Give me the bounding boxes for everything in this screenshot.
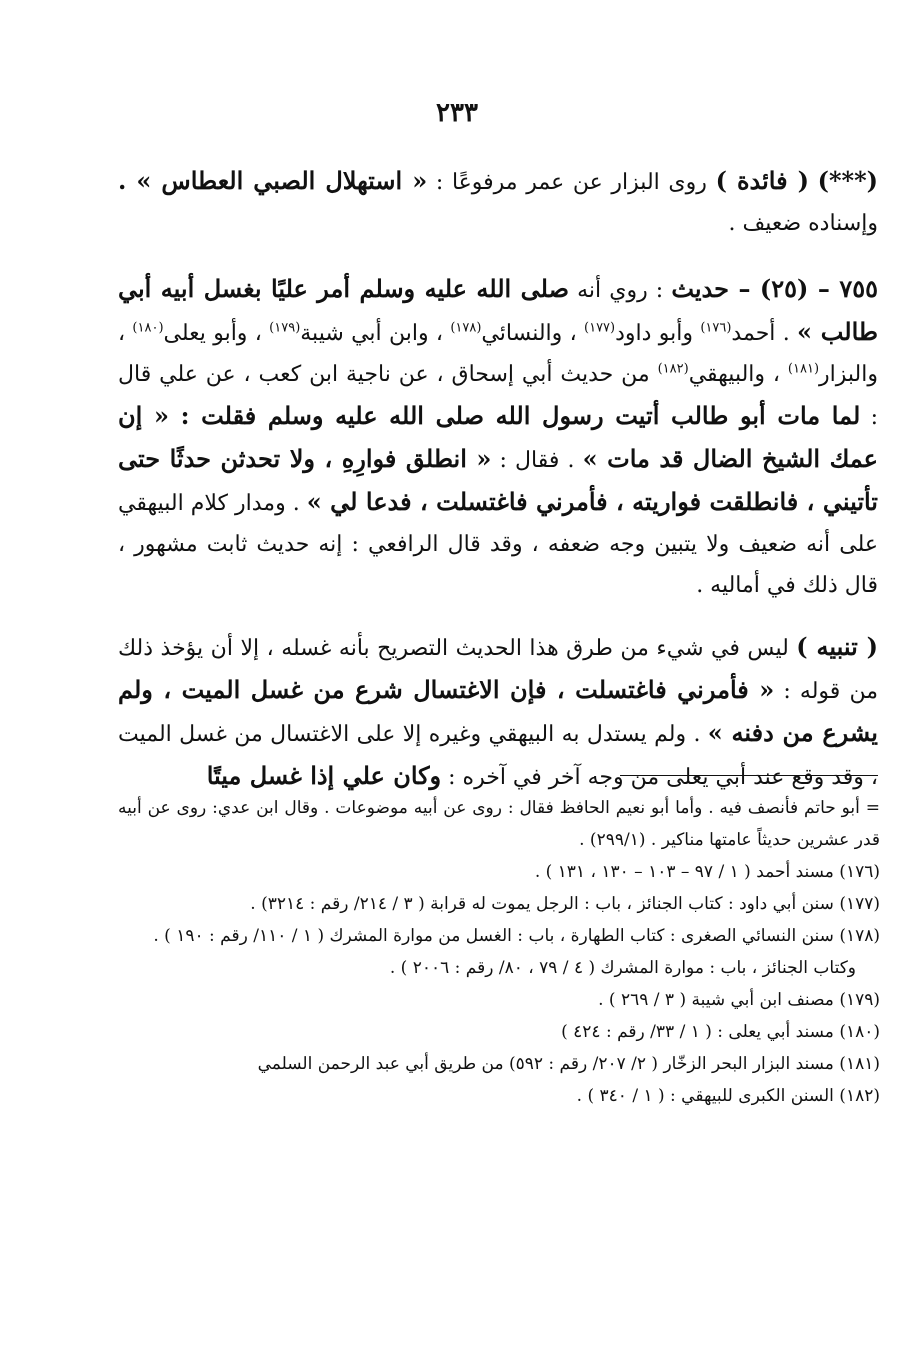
faida-marker: (***) — [817, 166, 879, 195]
tanbih-quote-1: « فأمرني فاغتسلت ، فإن الاغتسال شرع من غسل الميت ، ولم يشرع من دفنه » — [118, 675, 878, 747]
ref-181: (١٨١) — [787, 361, 820, 377]
tanbih-quote-2: وكان علي إذا غسل ميتًا — [206, 761, 442, 790]
hadith-text: من حديث أبي إسحاق ، عن ناجية ابن كعب ، عن علي قال : — [118, 362, 878, 430]
hadith-text: . فقال : — [491, 448, 583, 473]
main-text — [118, 160, 878, 798]
footnotes — [118, 792, 880, 1112]
faida-text-2: وإسناده ضعيف . — [728, 211, 878, 236]
hadith-text: ، والنسائي — [481, 321, 585, 346]
hadith-text: . ومدار كلام البيهقي على أنه ضعيف ولا يتبين وجه ضعفه ، وقد قال الرافعي : إنه حديث ثابت مشهور ، قال ذلك في أماليه . — [118, 491, 878, 598]
tanbih-text: . ولم يستدل به البيهقي وغيره إلا على الاغتسال من غسل الميت ، وقد وقع عند أبي يعلى من وجه آخر في آخره : — [118, 722, 878, 790]
hadith-paragraph — [118, 268, 878, 606]
footnote-181: (١٨١) مسند البزار البحر الزخّار ( ٢/ ٢٠٧/ رقم : ٥٩٢) من طريق أبي عبد الرحمن السلمي — [257, 1054, 880, 1074]
faida-text: روى البزار عن عمر مرفوعًا : — [427, 170, 716, 195]
tanbih-paragraph — [118, 626, 878, 798]
ref-177: (١٧٧) — [584, 320, 616, 336]
footnote-178-continued: وكتاب الجنائز ، باب : موارة المشرك ( ٤ / ٧٩ ، ٨٠/ رقم : ٢٠٠٦ ) . — [389, 958, 856, 978]
hadith-text: ، وابن أبي شيبة — [300, 321, 451, 346]
ref-180: (١٨٠) — [132, 320, 164, 336]
hadith-text: ، وأبو يعلى — [163, 321, 270, 346]
faida-quote: « استهلال الصبي العطاس » . — [118, 166, 428, 195]
hadith-number: ٧٥٥ – (٢٥) – حديث — [671, 274, 878, 303]
footnote-177: (١٧٧) سنن أبي داود : كتاب الجنائز ، باب : الرجل يموت له قرابة ( ٣ / ٢١٤/ رقم : ٣٢١٤) . — [250, 894, 880, 914]
footnote-divider — [620, 775, 878, 776]
tanbih-text: ليس في شيء من طرق هذا الحديث التصريح بأنه غسله ، إلا أن يؤخذ ذلك من قوله : — [118, 636, 878, 704]
faida-title: ( فائدة ) — [715, 166, 809, 195]
footnote-182: (١٨٢) السنن الكبرى للبيهقي : ( ١ / ٣٤٠ ) . — [576, 1086, 880, 1106]
footnote-179: (١٧٩) مصنف ابن أبي شيبة ( ٣ / ٢٦٩ ) . — [598, 990, 880, 1010]
ref-178: (١٧٨) — [450, 320, 482, 336]
hadith-text: ، والبيهقي — [688, 362, 788, 387]
hadith-text: وأبو داود — [615, 321, 701, 346]
footnote-continuation: = أبو حاتم فأنصف فيه . وأما أبو نعيم الحافظ فقال : روى عن أبيه موضوعات . وقال ابن عدي: روى عن أبيه قدر عشرين حديثاً عامتها مناكير . (٢٩٩/١) . — [118, 798, 880, 850]
faida-paragraph — [118, 160, 878, 244]
ref-179: (١٧٩) — [269, 320, 301, 336]
hadith-text: . أحمد — [731, 321, 798, 346]
footnote-180: (١٨٠) مسند أبي يعلى : ( ١ / ٣٣/ رقم : ٤٢٤ ) — [561, 1022, 880, 1042]
hadith-statement: صلى الله عليه وسلم أمر عليًا بغسل أبيه أبي طالب » — [118, 274, 878, 346]
page-number: ٢٣٣ — [436, 98, 478, 128]
footnote-178: (١٧٨) سنن النسائي الصغرى : كتاب الطهارة ، باب : الغسل من موارة المشرك ( ١ / ١١٠/ رقم : ١٩٠ ) . — [153, 926, 880, 946]
tanbih-title: ( تنبيه ) — [796, 632, 878, 661]
hadith-text: ، والبزار — [118, 321, 878, 387]
hadith-quote-2: « انطلق فوارِهِ ، ولا تحدثن حدثًا حتى تأتيني ، فانطلقت فواريته ، فأمرني فاغتسلت ، فدعا لي » — [118, 444, 878, 516]
footnote-176: (١٧٦) مسند أحمد ( ١ / ٩٧ – ١٠٣ – ١٣٠ ، ١٣١ ) . — [534, 862, 880, 882]
hadith-intro: : روي أنه — [569, 278, 672, 303]
hadith-quote-1: لما مات أبو طالب أتيت رسول الله صلى الله عليه وسلم فقلت : « إن عمك الشيخ الضال قد مات » — [118, 401, 878, 473]
ref-176: (١٧٦) — [700, 320, 732, 336]
ref-182: (١٨٢) — [657, 361, 689, 377]
